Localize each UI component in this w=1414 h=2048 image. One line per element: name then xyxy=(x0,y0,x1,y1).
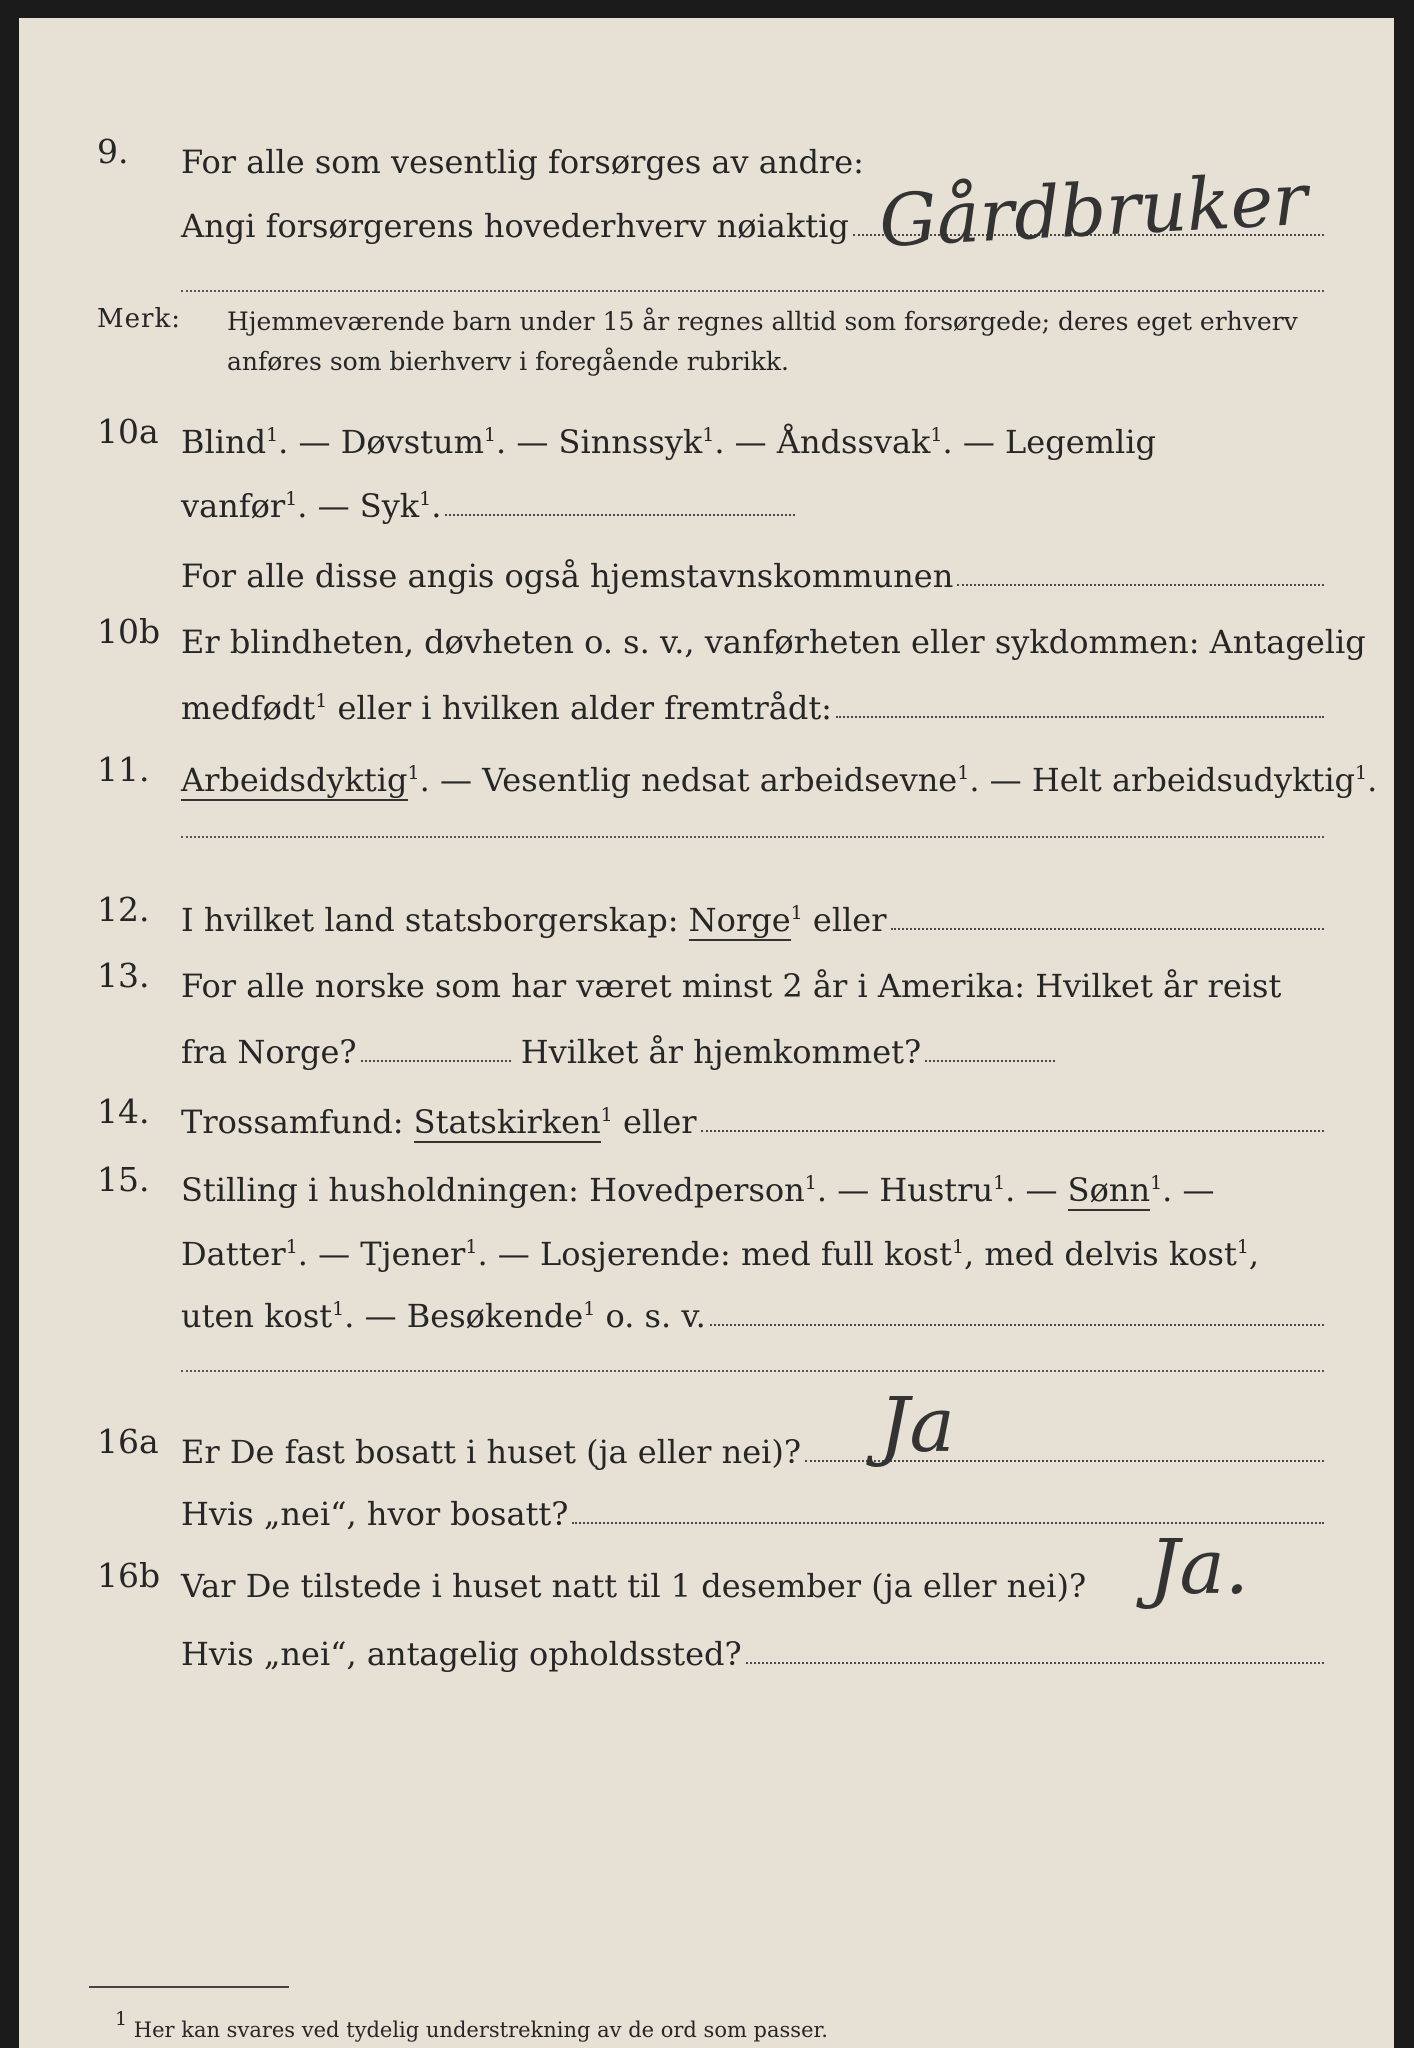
question-text: fra Norge? xyxy=(181,1033,357,1071)
handwritten-answer: Ja. xyxy=(1149,1522,1249,1611)
question-12: 12. I hvilket land statsborgerskap: Norge$^1$ eller xyxy=(19,880,1394,936)
option-dovstum: . — Døvstum xyxy=(278,423,484,461)
question-10b xyxy=(19,602,1394,661)
question-number: 14. xyxy=(97,1092,150,1131)
question-15: 15. Stilling i husholdningen: Hovedperson$^1$. — Hustru$^1$. — Sønn$^1$. — xyxy=(97,1160,1215,1209)
question-number: 13. xyxy=(97,956,150,995)
option-statskirken-underlined: Statskirken xyxy=(413,1103,601,1141)
question-text: Hvilket år hjemkommet? xyxy=(510,1033,922,1071)
note-text: Hjemmeværende barn under 15 år regnes alltid som forsørgede; deres eget erhverv anføres som bierhverv i foregående rubrikk. xyxy=(227,307,1298,376)
option-medfodt: medfødt xyxy=(181,689,316,727)
option-andssvak: . — Åndssvak xyxy=(714,423,931,461)
question-text: For alle disse angis også hjemstavnskommunen xyxy=(181,557,954,595)
option-blind: Blind xyxy=(181,423,267,461)
question-15-line-3: uten kost$^1$. — Besøkende$^1$ o. s. v. xyxy=(19,1276,1394,1332)
answer-field[interactable] xyxy=(746,1662,1324,1664)
question-text: Hvis „nei“, hvor bosatt? xyxy=(181,1495,569,1533)
question-number: 11. xyxy=(97,750,150,789)
option-nedsat: . — Vesentlig nedsat arbeidsevne xyxy=(419,761,958,799)
option-legemlig: . — Legemlig xyxy=(942,423,1156,461)
footnote-marker: 1 xyxy=(115,2008,128,2030)
footnote xyxy=(115,2008,828,2042)
answer-field[interactable] xyxy=(710,1324,1324,1326)
question-11: 11. Arbeidsdyktig$^1$. — Vesentlig nedsat arbeidsevne$^1$. — Helt arbeidsudyktig$^1$. xyxy=(97,750,1378,799)
question-14: 14. Trossamfund: Statskirken$^1$ eller xyxy=(19,1082,1394,1138)
question-text: Hvis „nei“, antagelig opholdssted? xyxy=(181,1635,742,1673)
footnote-text: Her kan svares ved tydelig understrekning av de ord som passer. xyxy=(133,2018,828,2042)
answer-field[interactable] xyxy=(891,928,1324,930)
answer-field[interactable] xyxy=(957,584,1324,586)
question-16b-line-2 xyxy=(19,1614,1394,1673)
question-10a-line-2: vanfør$^1$. — Syk$^1$. xyxy=(19,466,1394,522)
question-number: 12. xyxy=(97,890,150,929)
footnote-divider xyxy=(89,1986,289,1988)
option-syk: . — Syk xyxy=(297,487,420,525)
handwritten-answer: Ja xyxy=(879,1380,955,1469)
note-label: Merk: xyxy=(97,304,181,334)
question-number: 10b xyxy=(97,612,161,651)
question-number: 9. xyxy=(97,132,129,171)
question-16a xyxy=(19,1412,1394,1471)
question-text: I hvilket land statsborgerskap: xyxy=(181,901,679,939)
option-sonn-underlined: Sønn xyxy=(1067,1171,1151,1209)
question-13 xyxy=(19,946,1394,1005)
question-10a: 10a Blind$^1$. — Døvstum$^1$. — Sinnssyk$^1$. — Åndssvak$^1$. — Legemlig xyxy=(97,412,1156,461)
answer-field-reist[interactable] xyxy=(361,1060,511,1062)
answer-line xyxy=(181,836,1324,838)
question-number: 15. xyxy=(97,1160,150,1199)
question-text: Angi forsørgerens hovederhverv nøiaktig xyxy=(181,207,849,245)
question-number: 10a xyxy=(97,412,159,451)
option-vanfor: vanfør xyxy=(181,487,286,525)
question-10b-line-2: medfødt$^1$ eller i hvilken alder fremtrådt: xyxy=(19,668,1394,724)
question-text: Var De tilstede i huset natt til 1 desember (ja eller nei)? xyxy=(181,1567,1087,1605)
answer-field-hjemkommet[interactable] xyxy=(925,1060,1055,1062)
question-text: For alle som vesentlig forsørges av andre: xyxy=(181,143,864,181)
question-text: Er De fast bosatt i huset (ja eller nei)? xyxy=(181,1433,802,1471)
option-arbeidsdyktig-underlined: Arbeidsdyktig xyxy=(181,761,408,799)
question-number: 16b xyxy=(97,1556,161,1595)
option-norge-underlined: Norge xyxy=(688,901,791,939)
answer-field[interactable] xyxy=(836,716,1324,718)
question-text: Trossamfund: xyxy=(181,1103,404,1141)
option-udyktig: . — Helt arbeidsudyktig xyxy=(969,761,1356,799)
question-13-line-2 xyxy=(19,1012,1394,1071)
question-text: Er blindheten, døvheten o. s. v., vanførheten eller sykdommen: Antagelig xyxy=(181,623,1366,661)
answer-field[interactable] xyxy=(445,514,795,516)
answer-field[interactable] xyxy=(701,1130,1324,1132)
census-form-page xyxy=(19,18,1394,2048)
option-sinnssyk: . — Sinnssyk xyxy=(496,423,703,461)
answer-line xyxy=(181,290,1324,292)
handwritten-answer: Gårdbruker xyxy=(877,156,1310,264)
answer-line xyxy=(181,1370,1324,1372)
question-15-line-2: Datter$^1$. — Tjener$^1$. — Losjerende: med full kost$^1$, med delvis kost$^1$, xyxy=(181,1235,1260,1273)
question-text: For alle norske som har været minst 2 år i Amerika: Hvilket år reist xyxy=(181,967,1282,1005)
question-10a-line-3 xyxy=(19,536,1394,595)
question-number: 16a xyxy=(97,1422,159,1461)
